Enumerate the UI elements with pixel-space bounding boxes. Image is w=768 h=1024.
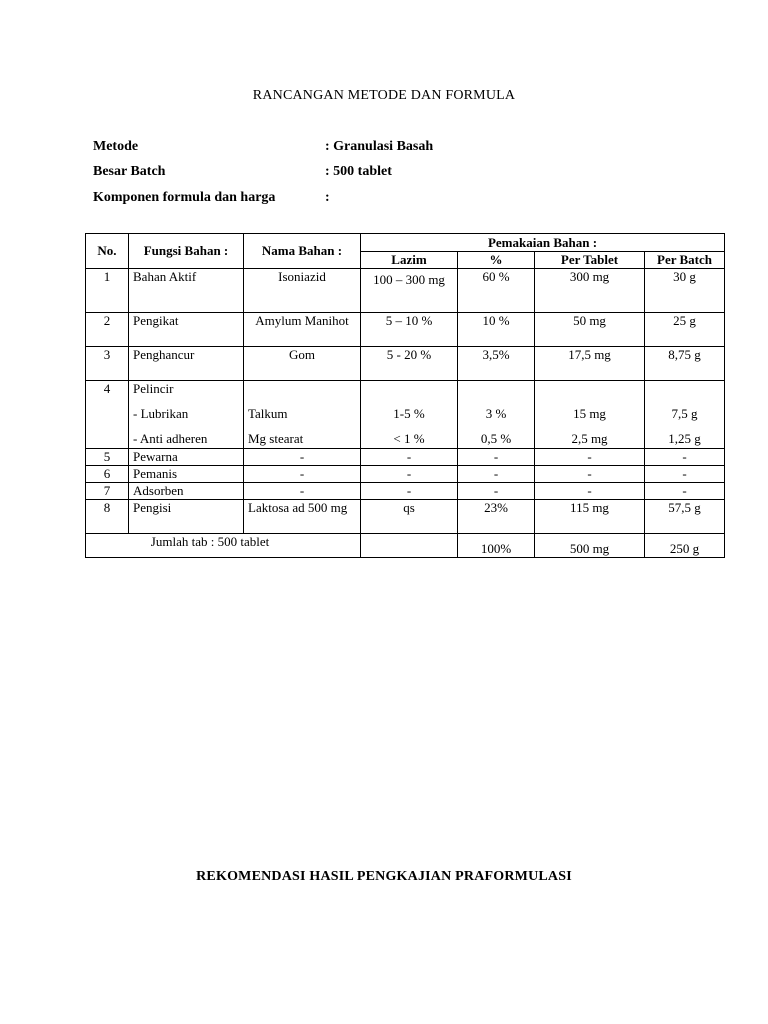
table-row — [86, 347, 725, 381]
cell-per-batch: - — [645, 483, 725, 500]
cell-nama: - — [244, 466, 361, 483]
table-row-total — [86, 534, 725, 558]
cell-fungsi: Bahan Aktif — [129, 269, 244, 313]
cell-nama: Laktosa ad 500 mg — [244, 500, 361, 534]
table-row — [86, 500, 725, 534]
sub-lazim: 1-5 % — [393, 406, 425, 421]
cell-lazim: 5 - 20 % — [361, 347, 458, 381]
cell-per-batch: 57,5 g — [645, 500, 725, 534]
cell-no-text: 4 — [103, 381, 111, 396]
cell-no: 1 — [86, 269, 129, 313]
cell-per-tablet: - — [535, 483, 645, 500]
cell-persen: 3,5% — [458, 347, 535, 381]
cell-per-tablet: - — [535, 449, 645, 466]
meta-value: : Granulasi Basah — [325, 139, 434, 154]
table-row — [86, 313, 725, 347]
cell-fungsi: Pengikat — [129, 313, 244, 347]
cell-per-tablet: 50 mg — [535, 313, 645, 347]
cell-per-batch — [645, 381, 725, 449]
cell-persen — [458, 381, 535, 449]
cell-lazim: 5 – 10 % — [361, 313, 458, 347]
cell-no: 8 — [86, 500, 129, 534]
sub-per-batch: 7,5 g — [671, 406, 698, 421]
table-row — [86, 449, 725, 466]
cell-per-batch: - — [645, 466, 725, 483]
sub-nama: Mg stearat — [248, 431, 304, 446]
pelincir-label: Pelincir — [133, 381, 174, 396]
meta-value: : — [325, 190, 330, 205]
header-per-batch: Per Batch — [645, 252, 725, 269]
sub-per-tablet: 15 mg — [573, 406, 606, 421]
cell-lazim — [361, 381, 458, 449]
cell-no: 2 — [86, 313, 129, 347]
cell-total-label: Jumlah tab : 500 tablet — [86, 534, 361, 558]
header-persen: % — [458, 252, 535, 269]
header-no: No. — [86, 234, 129, 269]
sub-fungsi: - Lubrikan — [133, 406, 189, 421]
cell-nama: Isoniazid — [244, 269, 361, 313]
sub-persen: 3 % — [485, 406, 507, 421]
table-row — [86, 483, 725, 500]
sub-lazim: < 1 % — [393, 431, 425, 446]
cell-no: 3 — [86, 347, 129, 381]
cell-per-batch: 30 g — [645, 269, 725, 313]
cell-fungsi — [129, 381, 244, 449]
cell-fungsi: Pewarna — [129, 449, 244, 466]
meta-label: Metode — [93, 139, 139, 154]
cell-persen: - — [458, 449, 535, 466]
sub-per-tablet: 2,5 mg — [571, 431, 608, 446]
sub-nama: Talkum — [248, 406, 288, 421]
header-nama: Nama Bahan : — [244, 234, 361, 269]
cell-persen: 23% — [458, 500, 535, 534]
document-title: RANCANGAN METODE DAN FORMULA — [252, 88, 516, 103]
header-per-tablet: Per Tablet — [535, 252, 645, 269]
cell-no — [86, 381, 129, 449]
cell-nama: Amylum Manihot — [244, 313, 361, 347]
cell-per-tablet — [535, 381, 645, 449]
cell-fungsi: Adsorben — [129, 483, 244, 500]
meta-label: Besar Batch — [93, 164, 166, 179]
cell-per-batch: - — [645, 449, 725, 466]
cell-fungsi: Pemanis — [129, 466, 244, 483]
header-lazim: Lazim — [361, 252, 458, 269]
cell-nama: Gom — [244, 347, 361, 381]
cell-lazim: 100 – 300 mg — [361, 269, 458, 313]
cell-persen: 10 % — [458, 313, 535, 347]
cell-persen: - — [458, 483, 535, 500]
cell-no: 5 — [86, 449, 129, 466]
header-fungsi: Fungsi Bahan : — [129, 234, 244, 269]
cell-fungsi: Pengisi — [129, 500, 244, 534]
cell-per-batch: 8,75 g — [645, 347, 725, 381]
cell-persen: 60 % — [458, 269, 535, 313]
cell-per-batch: 250 g — [645, 534, 725, 558]
sub-persen: 0,5 % — [480, 431, 512, 446]
cell-no: 6 — [86, 466, 129, 483]
cell-fungsi: Penghancur — [129, 347, 244, 381]
cell-per-batch: 25 g — [645, 313, 725, 347]
sub-fungsi: - Anti adheren — [133, 431, 208, 446]
cell-lazim — [361, 534, 458, 558]
cell-per-tablet: 300 mg — [535, 269, 645, 313]
cell-lazim: - — [361, 449, 458, 466]
cell-lazim: - — [361, 483, 458, 500]
section-title: REKOMENDASI HASIL PENGKAJIAN PRAFORMULASI — [196, 869, 572, 884]
meta-label: Komponen formula dan harga — [93, 190, 276, 205]
cell-per-tablet: 500 mg — [535, 534, 645, 558]
table-row — [86, 269, 725, 313]
meta-value: : 500 tablet — [325, 164, 392, 179]
table-row — [86, 466, 725, 483]
formula-table — [85, 233, 725, 558]
cell-per-tablet: 17,5 mg — [535, 347, 645, 381]
cell-no: 7 — [86, 483, 129, 500]
cell-persen: - — [458, 466, 535, 483]
cell-nama: - — [244, 449, 361, 466]
cell-per-tablet: - — [535, 466, 645, 483]
sub-per-batch: 1,25 g — [668, 431, 701, 446]
cell-nama: - — [244, 483, 361, 500]
cell-lazim: - — [361, 466, 458, 483]
cell-per-tablet: 115 mg — [535, 500, 645, 534]
cell-nama — [244, 381, 361, 449]
table-row — [86, 381, 725, 449]
cell-persen: 100% — [458, 534, 535, 558]
header-pemakaian: Pemakaian Bahan : — [361, 234, 725, 252]
cell-lazim: qs — [361, 500, 458, 534]
